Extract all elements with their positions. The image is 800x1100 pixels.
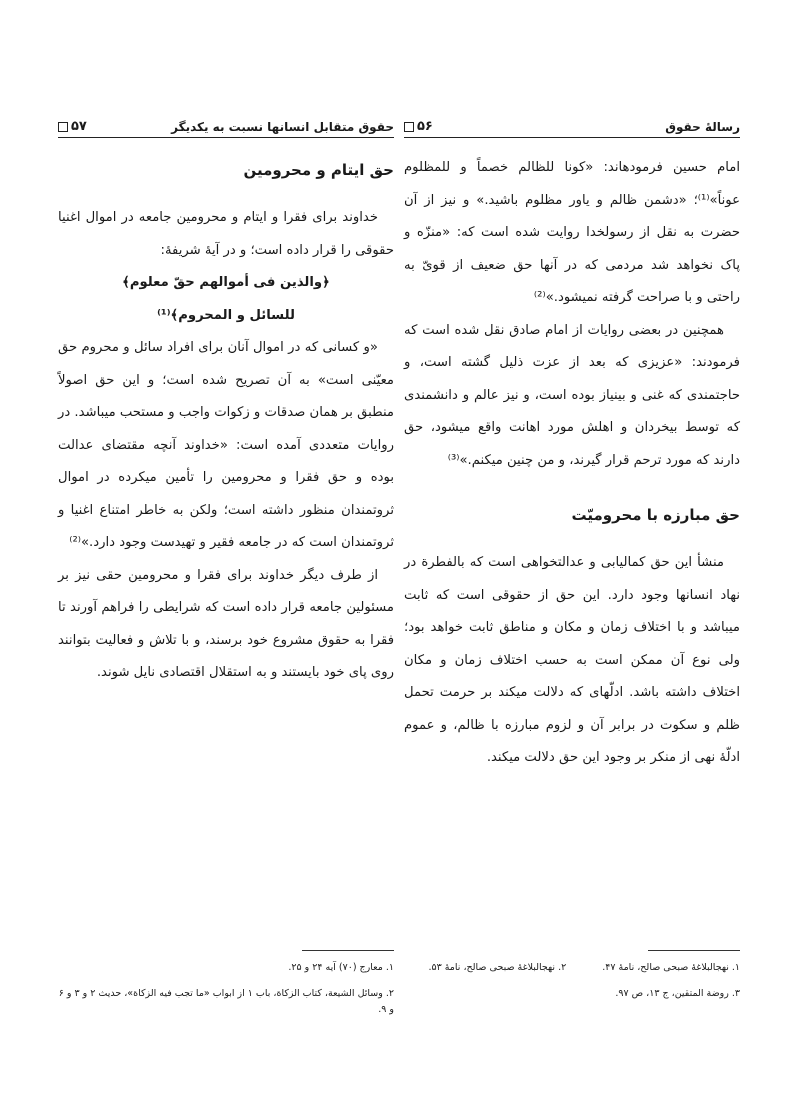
paragraph: منشأ این حق کمالیابی و عدالتخواهی است که بالفطرة در نهاد انسانها وجود دارد. این حق از حقوقی است که ثابت میباشد و با اختلاف زمان و مکان و مناطق ثابت خواهد بود؛ ولی نوع آن ممکن است به حسب اختلاف زمان و مکان اختلاف داشته باشد. ادلّهای که دلالت میکند بر حرمت تحمل ظلم و سکوت در برابر آن و لزوم مبارزه با ظالم، و عموم ادلّهٔ نهی از منکر بر وجود این حق دلالت میکند. <box>404 555 740 765</box>
paragraph: همچنین در بعضی روایات از امام صادق‌ نقل شده است که فرمودند: «عزیزی که بعد از عزت ذلیل گشته است، و حاجتمندی که غنی و بینیاز بوده است، و نیز عالم و دانشمندی که توسط بیخردان و اهلش مورد اهانت واقع میشود، حق دارند که مورد ترحم قرار گیرند، و من چنین میکنم.»⁽³⁾ <box>404 322 740 468</box>
square-ornament-icon <box>404 122 414 132</box>
footnotes <box>58 960 394 1018</box>
footnote: ۱. نهجالبلاغهٔ صبحی صالح، نامهٔ ۴۷. <box>602 962 740 973</box>
paragraph: امام حسین‌ فرمودهاند: «کونا للظالم خصماً و للمظلوم عوناً»⁽¹⁾؛ «دشمن ظالم و یاور مظلوم باشید.» و نیز از آن حضرت به نقل از رسولخدا‌ روایت شده است که: «منزّه و پاک نخواهد شد مردمی که در آنها حق ضعیف از قویّ به راحتی و با صراحت گرفته نمیشود.»⁽²⁾ <box>404 160 740 305</box>
footnote: ۱. معارج (۷۰) آیه ۲۴ و ۲۵. <box>288 962 394 973</box>
running-title: حقوق متقابل انسانها نسبت به یکدیگر <box>171 120 394 134</box>
footnote: ۲. نهجالبلاغهٔ صبحی صالح، نامهٔ ۵۳. <box>428 962 567 973</box>
page-57 <box>58 112 394 1072</box>
page-body <box>58 160 394 690</box>
quran-verse: ﴿والذین فی أموالهم حقّ معلوم﴾ <box>122 275 330 290</box>
paragraph: «و کسانی که در اموال آنان برای افراد سائل و محروم حق معیّنی است» به آن تصریح شده است؛ و این حق اصولاً منطبق بر همان صدقات و زکوات واجب و مستحب میباشد. در روایات متعددی آمده است: «خداوند آنچه مقتضای عدالت بوده و حق فقرا و محرومین را تأمین میکرده در اموال ثروتمندان منظور داشته است؛ ولکن به خاطر امتناع اغنیا و ثروتمندان است که در جامعه فقیر و تهیدست وجود دارد.»⁽²⁾ <box>58 340 394 550</box>
footnote: ۲. وسائل الشیعة، کتاب الزکاة، باب ۱ از ابواب «ما تجب فیه الزکاة»، حدیث ۲ و ۳ و ۶ و ۹. <box>58 988 394 1015</box>
running-title: رسالهٔ حقوق <box>665 120 740 134</box>
page-number: ۵۷ <box>58 119 87 134</box>
square-ornament-icon <box>58 122 68 132</box>
section-heading: حق مبارزه با محرومیّت <box>571 506 740 524</box>
footnote-rule <box>648 950 740 951</box>
footnotes <box>404 960 740 1002</box>
footnote-row <box>404 960 740 976</box>
page-body <box>404 152 740 775</box>
page-number: ۵۶ <box>404 119 433 134</box>
page-header <box>58 112 394 138</box>
page-56 <box>404 112 740 1072</box>
footnote-rule <box>302 950 394 951</box>
quran-verse: للسائل و المحروم﴾⁽¹⁾ <box>157 307 295 323</box>
section-heading: حق ایتام و محرومین <box>243 161 394 179</box>
paragraph: از طرف دیگر خداوند برای فقرا و محرومین حقی نیز بر مسئولین جامعه قرار داده است که شرایطی را فراهم آورند تا فقرا به حقوق مشروع خود برسند، و با تلاش و فعالیت بتوانند روی پای خود بایستند و به استقلال اقتصادی نایل شوند. <box>58 567 394 680</box>
footnote: ۳. روضة المتقین، ج ۱۳، ص ۹۷. <box>615 988 740 999</box>
paragraph: خداوند برای فقرا و ایتام و محرومین جامعه در اموال اغنیا حقوقی را قرار داده است؛ و در آیهٔ شریفهٔ: <box>58 210 394 258</box>
page-header <box>404 112 740 138</box>
